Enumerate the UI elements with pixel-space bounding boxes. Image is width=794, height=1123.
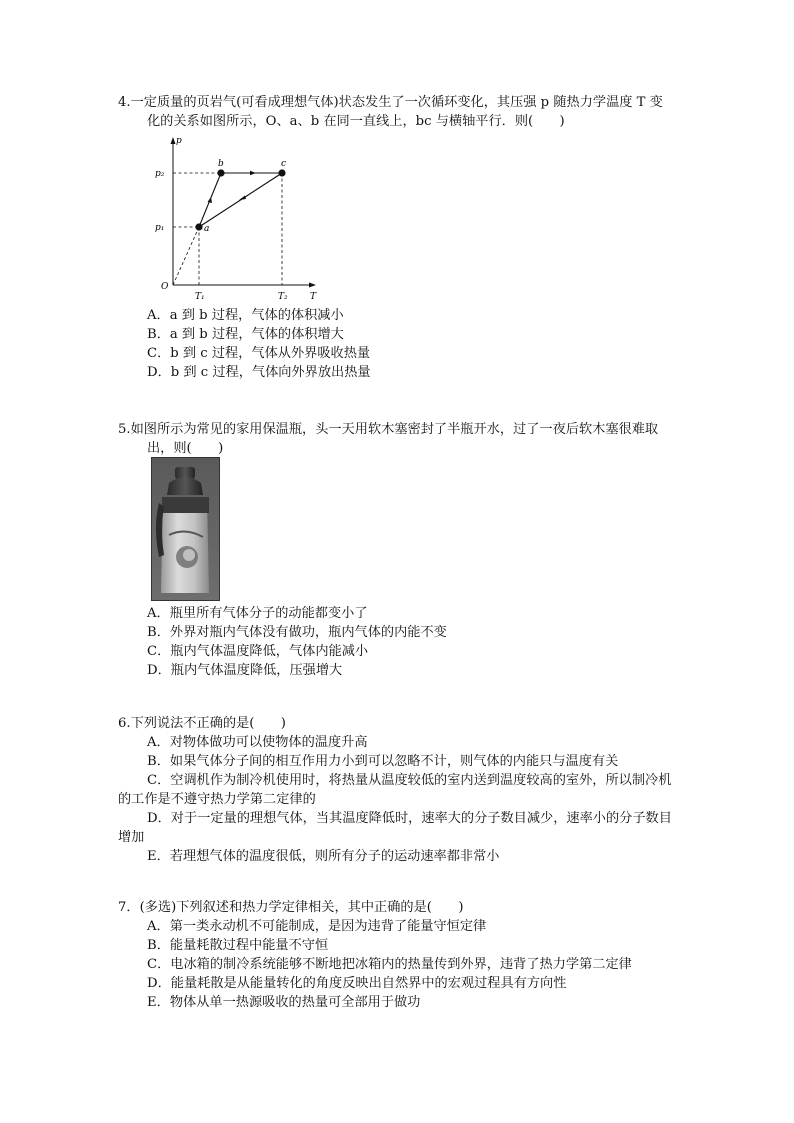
q4-label-p2: p₂ (155, 169, 165, 179)
q4-options (118, 306, 708, 382)
q5-stem-line2: 出，则( ) (147, 441, 224, 456)
q6-option-b: B．如果气体分子间的相互作用力小到可以忽略不计，则气体的内能只与温度有关 (147, 754, 619, 769)
question-4 (118, 93, 708, 131)
q4-point-b (217, 169, 224, 176)
q4-dash-Oa (173, 227, 199, 285)
q6-option-e: E．若理想气体的温度很低，则所有分子的运动速率都非常小 (147, 849, 500, 864)
q4-label-b: b (218, 159, 224, 169)
q4-label-p1: p₁ (155, 223, 165, 233)
q4-point-c (278, 169, 285, 176)
q4-label-T1: T₁ (195, 292, 205, 302)
q4-label-T2: T₂ (278, 292, 288, 302)
q4-option-a: A．a 到 b 过程，气体的体积减小 (147, 308, 344, 323)
q7-option-d: D．能量耗散是从能量转化的角度反映出自然界中的宏观过程具有方向性 (147, 976, 567, 991)
q4-option-b: B．a 到 b 过程，气体的体积增大 (147, 327, 344, 342)
q4-axis-T-arrow (309, 283, 316, 288)
q6-option-c: C．空调机作为制冷机使用时，将热量从温度较低的室内送到温度较高的室外，所以制冷机 (147, 773, 672, 788)
q6-option-d: D．对于一定量的理想气体，当其温度降低时，速率大的分子数目减少，速率小的分子数目 (147, 811, 672, 826)
q4-point-a (195, 223, 202, 230)
q5-option-b: B．外界对瓶内气体没有做功，瓶内气体的内能不变 (147, 625, 447, 640)
q4-option-c: C．b 到 c 过程，气体从外界吸收热量 (147, 346, 371, 361)
q6-option-a: A．对物体做功可以使物体的温度升高 (147, 735, 368, 750)
q7-option-e: E．物体从单一热源吸收的热量可全部用于做功 (147, 995, 421, 1010)
question-6 (118, 714, 708, 866)
q6-option-d-cont: 增加 (118, 830, 145, 845)
q7-option-a: A．第一类永动机不可能制成，是因为违背了能量守恒定律 (147, 919, 487, 934)
q4-arrow-bc (250, 171, 256, 175)
q4-stem-line2: 化的关系如图所示，O、a、b 在同一直线上，bc 与横轴平行．则( ) (147, 114, 565, 129)
q7-option-c: C．电冰箱的制冷系统能够不断地把冰箱内的热量传到外界，违背了热力学第二定律 (147, 957, 632, 972)
q5-option-d: D．瓶内气体温度降低，压强增大 (147, 663, 343, 678)
q6-option-c-cont: 的工作是不遵守热力学第二定律的 (118, 792, 316, 807)
q4-label-p: p (176, 136, 182, 146)
q4-option-d: D．b 到 c 过程，气体向外界放出热量 (147, 365, 371, 380)
question-7 (118, 898, 708, 1012)
q5-option-a: A．瓶里所有气体分子的动能都变小了 (147, 606, 368, 621)
q4-label-c: c (281, 159, 287, 169)
q7-option-b: B．能量耗散过程中能量不守恒 (147, 938, 329, 953)
q5-option-c: C．瓶内气体温度降低，气体内能减小 (147, 644, 369, 659)
q6-stem: 6.下列说法不正确的是( ) (118, 716, 286, 731)
q4-pT-graph (150, 133, 330, 305)
q5-options (118, 604, 708, 680)
q4-label-O: O (161, 282, 169, 292)
q5-stem-line1: 5.如图所示为常见的家用保温瓶，头一天用软木塞密封了半瓶开水，过了一夜后软木塞很难取 (118, 422, 659, 437)
q4-stem-line1: 4.一定质量的页岩气(可看成理想气体)状态发生了一次循环变化，其压强 p 随热力学温度 T 变 (118, 95, 663, 110)
q7-stem: 7．(多选)下列叙述和热力学定律相关，其中正确的是( ) (118, 900, 464, 915)
q4-label-a: a (204, 224, 210, 234)
thermos-bottle-photo (151, 457, 220, 601)
q4-arrow-ca (239, 196, 246, 201)
q4-axis-p-arrow (171, 137, 176, 144)
question-5 (118, 420, 708, 458)
q4-label-T: T (310, 292, 317, 302)
